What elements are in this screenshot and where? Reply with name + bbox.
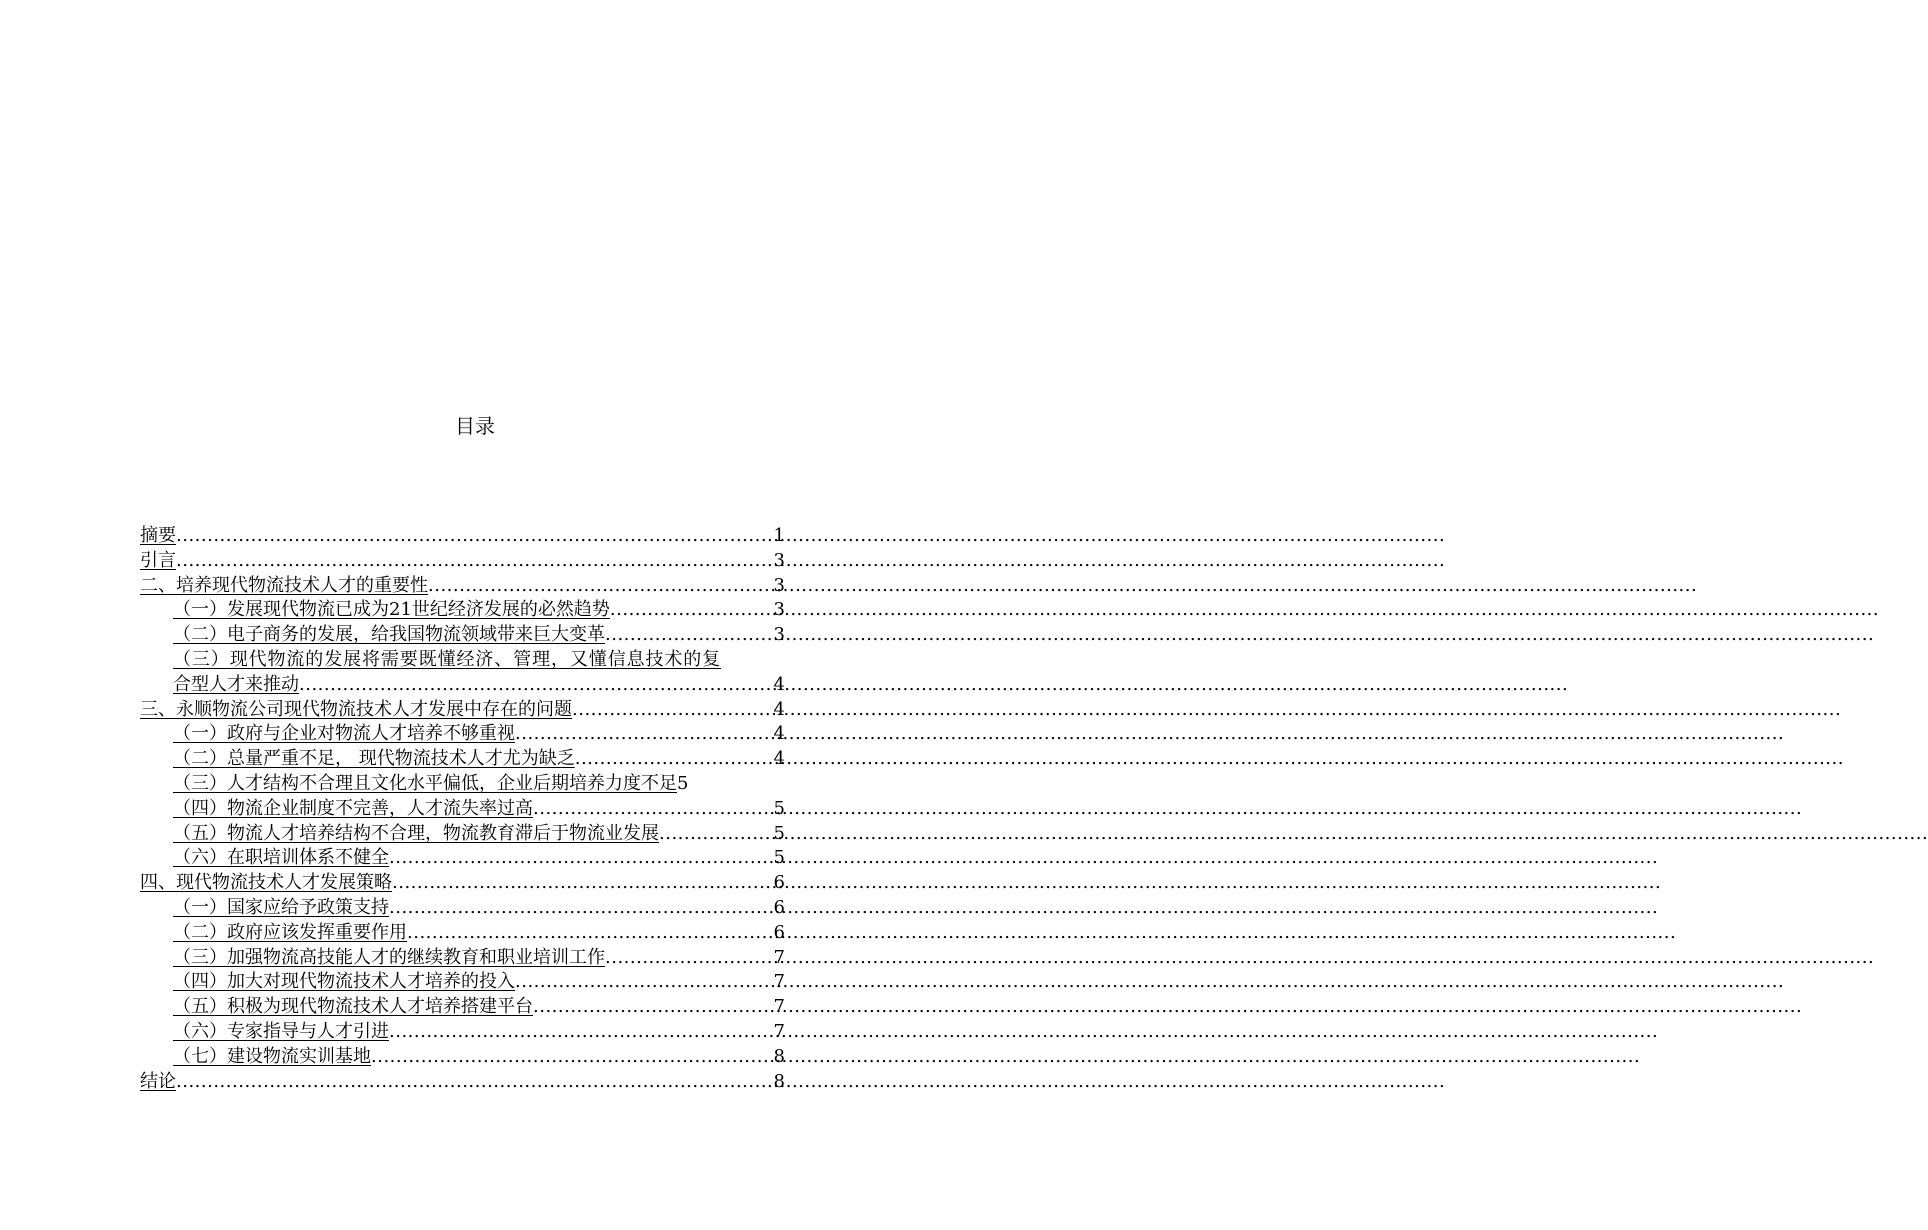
toc-entry-label: （二）总量严重不足， 现代物流技术人才尤为缺乏 <box>173 748 575 770</box>
toc-entry-label: 结论 <box>140 1070 176 1092</box>
toc-entry-section-4-4[interactable] <box>140 970 785 995</box>
dot-leader <box>605 623 774 648</box>
toc-entry-section-2[interactable] <box>140 574 785 599</box>
toc-page-number: 6 <box>773 896 785 918</box>
toc-entry-label: （一）政府与企业对物流人才培养不够重视 <box>173 723 515 745</box>
toc-entry-section-4-2[interactable] <box>140 921 785 946</box>
toc-page-number: 7 <box>773 1020 785 1042</box>
toc-page-number: 7 <box>773 971 785 993</box>
toc-entry-label: （六）在职培训体系不健全 <box>173 847 389 869</box>
toc-page-number: 8 <box>773 1045 785 1067</box>
toc-entry-label: 摘要 <box>140 525 176 546</box>
dot-leader <box>299 673 774 698</box>
toc-entry-label: （五）积极为现代物流技术人才培养搭建平台 <box>173 996 533 1018</box>
dot-leader <box>575 747 774 772</box>
dot-leader <box>428 574 774 599</box>
toc-page-number: 5 <box>773 822 785 844</box>
toc-entry-section-3-1[interactable] <box>140 722 785 747</box>
toc-entry-label: （二）政府应该发挥重要作用 <box>173 921 407 943</box>
toc-entry-label: （一）国家应给予政策支持 <box>173 896 389 918</box>
toc-entry-section-4-6[interactable] <box>140 1020 785 1045</box>
dot-leader <box>533 995 774 1020</box>
toc-entry-label: （六）专家指导与人才引进 <box>173 1020 389 1042</box>
dot-leader <box>389 846 774 871</box>
toc-entry-section-4-7[interactable] <box>140 1045 785 1070</box>
toc-page-number: 3 <box>773 599 785 621</box>
dot-leader <box>572 698 774 723</box>
toc-entry-label: （四）加大对现代物流技术人才培养的投入 <box>173 971 515 993</box>
toc-entry-label: （七）建设物流实训基地 <box>173 1045 371 1067</box>
toc-entry-section-3-5[interactable] <box>140 822 785 847</box>
toc-entry-section-4-5[interactable] <box>140 995 785 1020</box>
toc-entry-abstract[interactable] <box>140 524 785 549</box>
toc-page-number: 6 <box>773 872 785 894</box>
dot-leader <box>407 921 774 946</box>
toc-entry-label-line1: （三）现代物流的发展将需要既懂经济、管理，又懂信息技术的复 <box>173 648 722 670</box>
toc-entry-label: （三）加强物流高技能人才的继续教育和职业培训工作 <box>173 946 605 968</box>
toc-entry-section-3-4[interactable] <box>140 797 785 822</box>
toc-entry-section-4-3[interactable] <box>140 946 785 971</box>
dot-leader <box>176 524 774 549</box>
toc-entry-section-3-2[interactable] <box>140 747 785 772</box>
toc-page-number: 8 <box>773 1070 785 1092</box>
page-title: 目录 <box>455 414 495 438</box>
dot-leader <box>659 822 774 847</box>
dot-leader <box>605 946 774 971</box>
toc-entry-label: 引言 <box>140 549 176 571</box>
dot-leader <box>176 1070 774 1095</box>
toc-entry-label: （一）发展现代物流已成为21世纪经济发展的必然趋势 <box>173 599 610 621</box>
dot-leader <box>515 722 774 747</box>
toc-page-number: 7 <box>773 946 785 968</box>
toc-entry-label: （五）物流人才培养结构不合理，物流教育滞后于物流业发展 <box>173 822 659 844</box>
toc-entry-label: （三）人才结构不合理且文化水平偏低，企业后期培养力度不足 <box>173 772 677 794</box>
toc-page-number: 4 <box>773 723 785 745</box>
toc-page-number: 5 <box>773 847 785 869</box>
toc-page-number: 6 <box>773 921 785 943</box>
dot-leader <box>610 598 774 623</box>
toc-entry-introduction[interactable] <box>140 549 785 574</box>
toc-page-number: 3 <box>773 574 785 596</box>
toc-page-number: 4 <box>773 698 785 720</box>
dot-leader <box>389 896 774 921</box>
toc-page-number: 1 <box>773 525 785 546</box>
toc-entry-section-2-3[interactable] <box>140 648 785 698</box>
toc-entry-label-line2: 合型人才来推动 <box>173 673 299 695</box>
dot-leader <box>371 1045 774 1070</box>
toc-page-number: 4 <box>773 748 785 770</box>
toc-entry-label: 三、永顺物流公司现代物流技术人才发展中存在的问题 <box>140 698 572 720</box>
toc-entry-section-3-6[interactable] <box>140 846 785 871</box>
toc-page-number: 3 <box>773 624 785 646</box>
toc-entry-section-4-1[interactable] <box>140 896 785 921</box>
toc-entry-section-2-1[interactable] <box>140 598 785 623</box>
toc-entry-label: 二、培养现代物流技术人才的重要性 <box>140 574 428 596</box>
toc-entry-label: （四）物流企业制度不完善，人才流失率过高 <box>173 797 533 819</box>
toc-entry-section-2-2[interactable] <box>140 623 785 648</box>
dot-leader <box>533 797 774 822</box>
toc-entry-conclusion[interactable] <box>140 1070 785 1095</box>
toc-page-number: 3 <box>773 549 785 571</box>
toc-page-number: 7 <box>773 996 785 1018</box>
toc-page-number: 5 <box>773 797 785 819</box>
toc-page-number: 5 <box>677 772 689 794</box>
toc-page-number: 4 <box>773 673 785 695</box>
dot-leader <box>176 549 774 574</box>
toc-entry-section-3[interactable] <box>140 698 785 723</box>
toc-entry-label: （二）电子商务的发展，给我国物流领域带来巨大变革 <box>173 624 605 646</box>
toc-entry-label: 四、现代物流技术人才发展策略 <box>140 872 392 894</box>
table-of-contents <box>140 524 785 1094</box>
dot-leader <box>389 1020 774 1045</box>
dot-leader <box>515 970 774 995</box>
toc-entry-section-3-3[interactable] <box>140 772 785 797</box>
dot-leader <box>392 871 774 896</box>
toc-entry-section-4[interactable] <box>140 871 785 896</box>
